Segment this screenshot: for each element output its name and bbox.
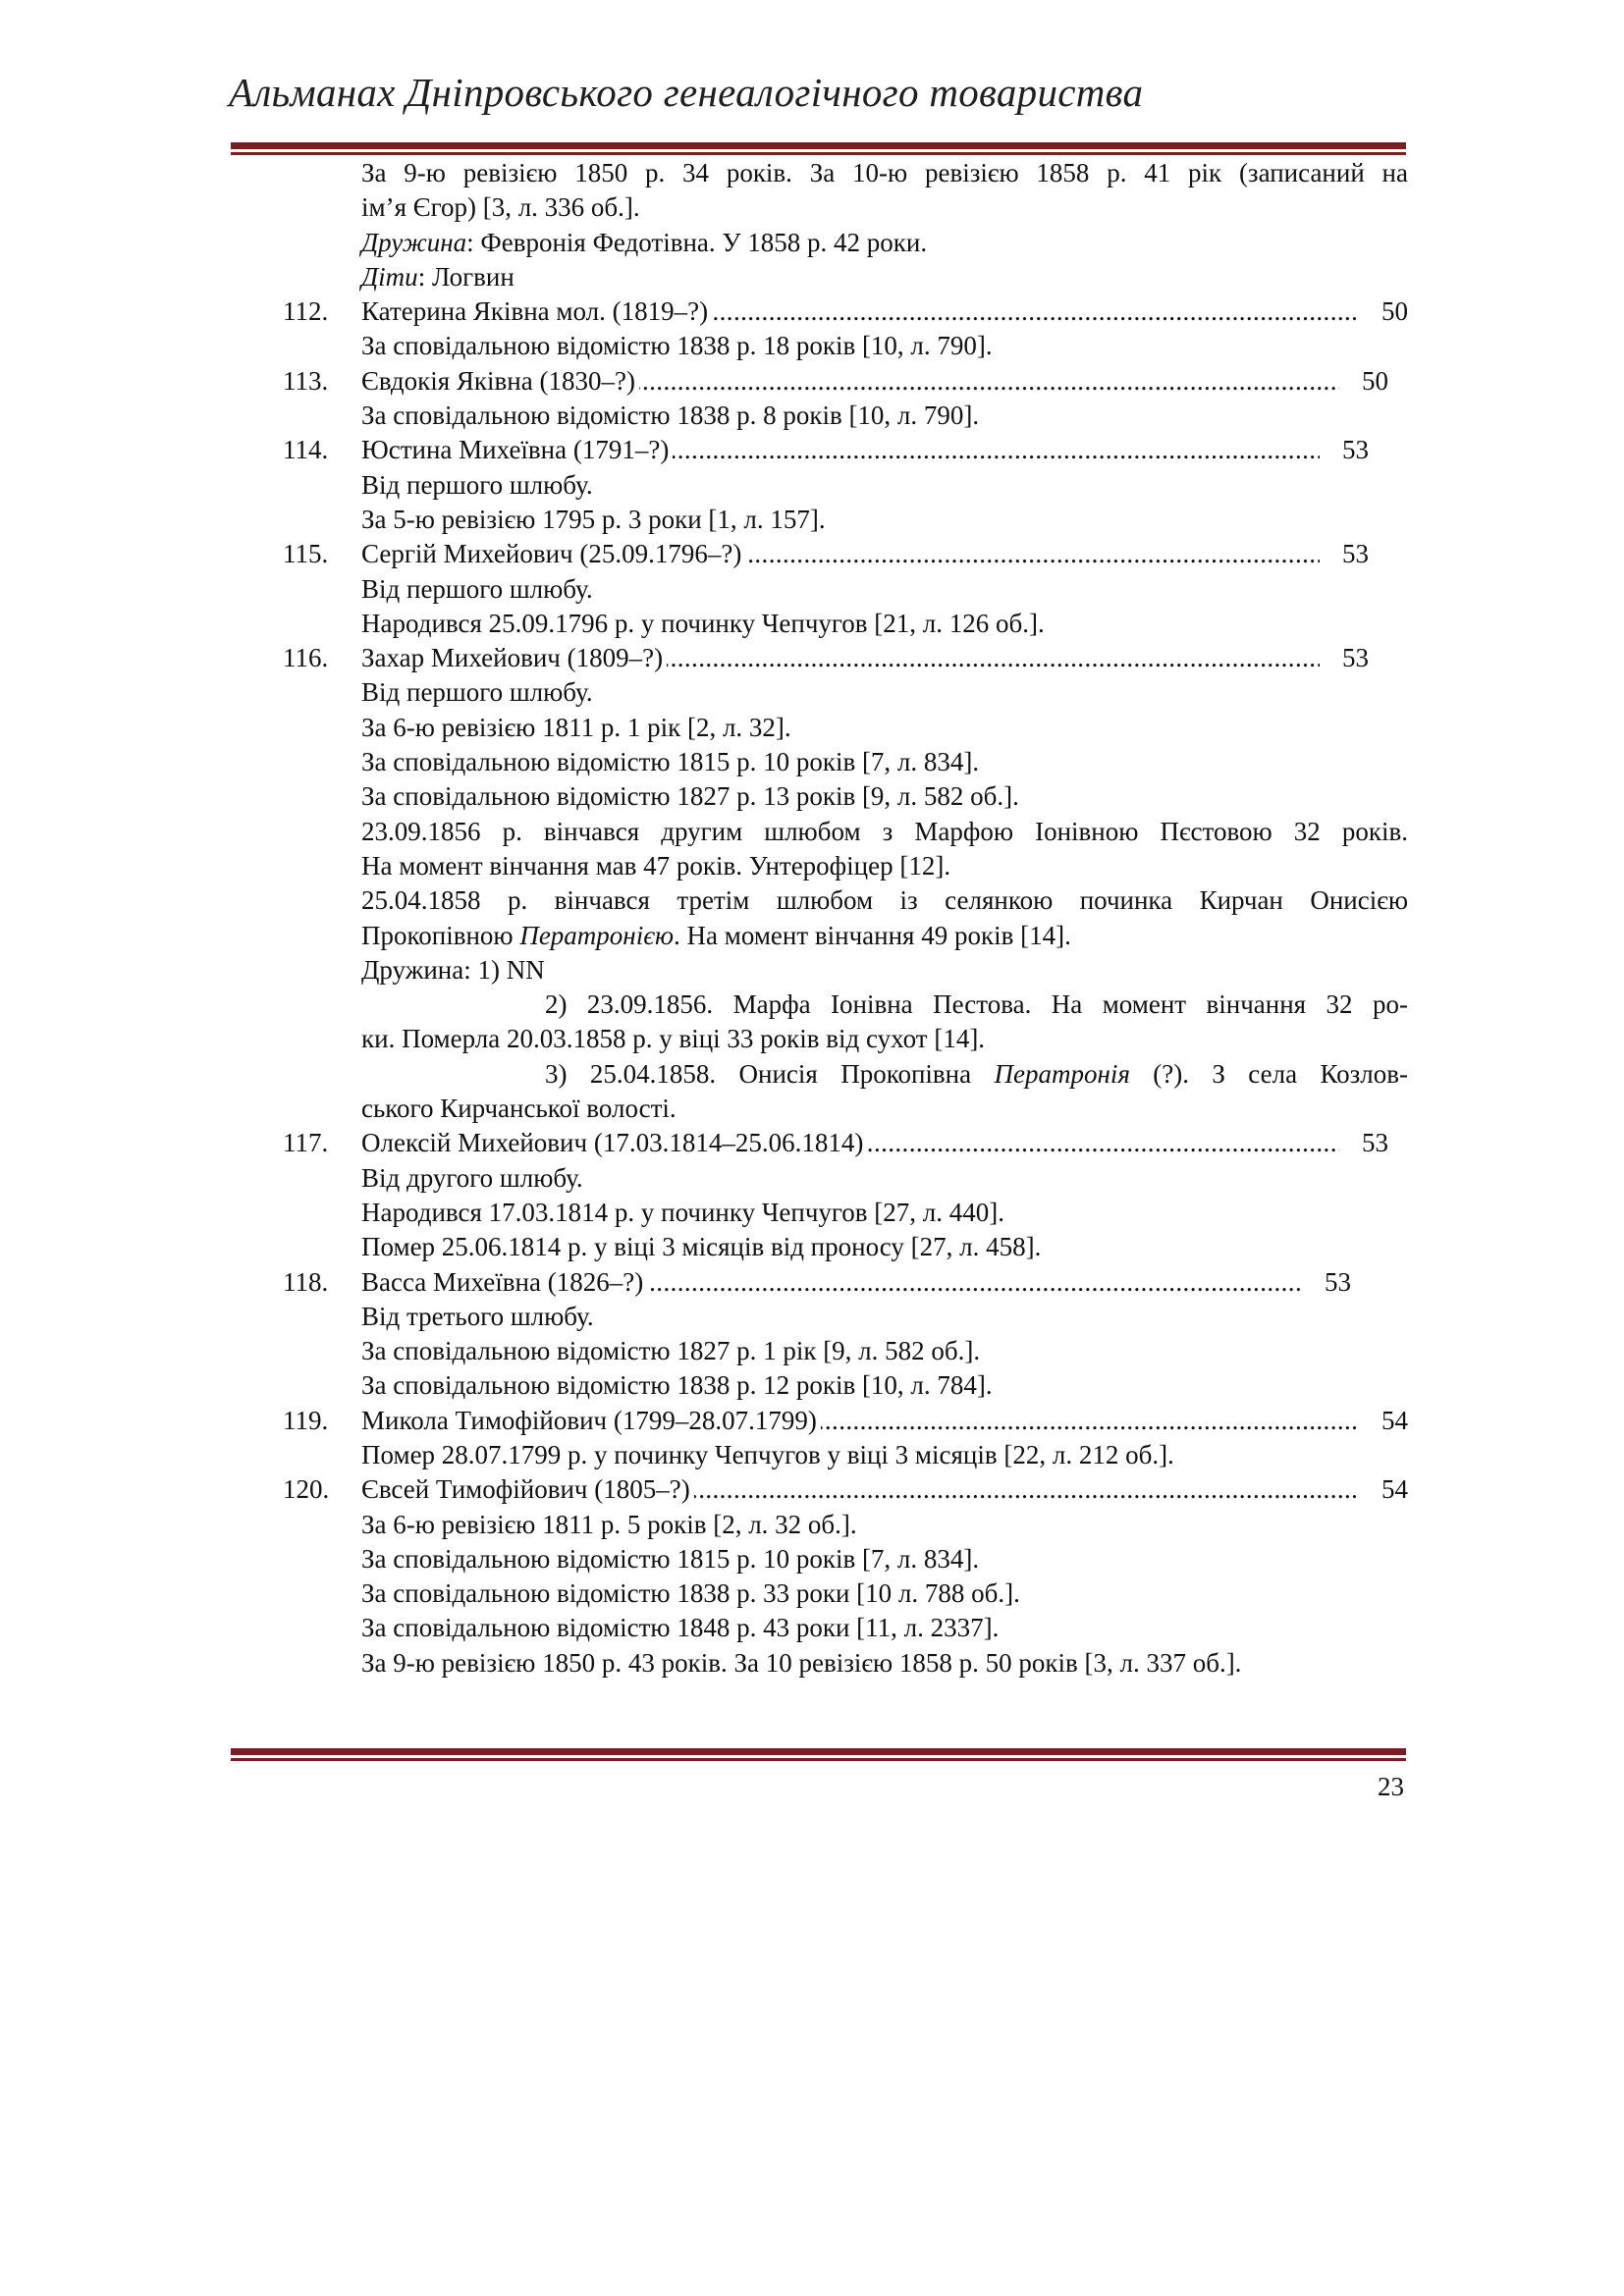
entry-text-line: Помер 25.06.1814 р. у віці 3 місяців від проносу [27, л. 458].: [361, 1232, 1042, 1262]
entry-number: 120.: [283, 1474, 330, 1505]
entry-number: 116.: [283, 643, 329, 673]
page-number: 23: [1378, 1772, 1404, 1801]
entry-text-line: За 6-ю ревізією 1811 р. 1 рік [2, л. 32].: [361, 712, 791, 742]
running-head-title: Альманах Дніпровського генеалогічного товариства: [229, 70, 1144, 115]
entry-number: 117.: [283, 1128, 329, 1158]
entry-text-line: Помер 28.07.1799 р. у починку Чепчугов у віці 3 місяців [22, л. 212 об.].: [361, 1439, 1174, 1469]
surname-italic: Пepатронією: [519, 920, 675, 950]
entry-name: Катерина Яківна мол. (1819–?): [361, 296, 712, 326]
entry-heading: [228, 641, 1408, 675]
entry-heading: [228, 433, 1408, 467]
entry-text-line: Від першого шлюбу.: [361, 469, 593, 500]
entry-text-line: Народився 25.09.1796 р. у починку Чепчугов [21, л. 126 об.].: [361, 608, 1045, 638]
entry-text-line: За сповідальною відомістю 1838 р. 18 років [10, л. 790].: [361, 331, 993, 361]
entry-page-ref: 50: [1378, 294, 1408, 329]
footer-rule: [231, 1748, 1406, 1761]
surname-italic: Пepатронія: [994, 1058, 1130, 1089]
entry-number: 113.: [283, 365, 329, 396]
wife-line: [361, 226, 1408, 260]
wife-line: ки. Померла 20.03.1858 р. у віці 33 років від сухот [14].: [361, 1024, 986, 1054]
text-run: 3) 25.04.1858. Онисія Прокопівна: [545, 1058, 995, 1089]
entry-heading: [228, 1265, 1408, 1300]
entry-page-ref: 53: [1338, 537, 1369, 571]
entry-text-line: [361, 919, 1408, 953]
entry-text-line: Від першого шлюбу.: [361, 677, 593, 708]
entry-page-ref: 53: [1321, 1265, 1351, 1300]
entry-page-ref: 50: [1358, 364, 1388, 399]
entry-number: 119.: [283, 1405, 329, 1435]
wife-line: ського Кирчанської волості.: [361, 1094, 677, 1124]
header-rule: [231, 142, 1406, 155]
entry-text-line: За сповідальною відомістю 1848 р. 43 роки [11, л. 2337].: [361, 1613, 1000, 1643]
entry-name: Юстина Михеївна (1791–?): [361, 435, 673, 464]
entry-heading: [228, 1404, 1408, 1438]
entry-text-line: За 9-ю ревізією 1850 р. 43 років. За 10 ревізією 1858 р. 50 років [3, л. 337 об.].: [361, 1647, 1242, 1678]
children-line: [361, 260, 1408, 294]
children-label: Діти: [361, 261, 418, 292]
entry-text-line: За сповідальною відомістю 1838 р. 12 років [10, л. 784].: [361, 1370, 993, 1401]
entry-text-line: За сповідальною відомістю 1827 р. 13 років [9, л. 582 об.].: [361, 781, 1019, 812]
entry-name: Олексій Михейович (17.03.1814–25.06.1814): [361, 1128, 867, 1157]
entry-name: Васса Михеївна (1826–?): [361, 1267, 647, 1297]
wife-line: [545, 1057, 1408, 1092]
text-run: . На момент вінчання 49 років [14].: [674, 920, 1071, 950]
entry-number: 114.: [283, 435, 329, 465]
entry-text-line: 25.04.1858 р. вінчався третім шлюбом із селянкою починка Кирчан Онисією: [361, 885, 1408, 916]
entry-number: 115.: [283, 539, 329, 569]
wife-text: : Февронія Федотівна. У 1858 р. 42 роки.: [466, 227, 928, 257]
entry-name: Захар Михейович (1809–?): [361, 643, 667, 672]
entry-heading: [228, 1472, 1408, 1507]
entry-text-line: За сповідальною відомістю 1815 р. 10 років [7, л. 834].: [361, 747, 980, 777]
entry-heading: [228, 364, 1408, 399]
text-run: Прокопівною: [361, 920, 520, 950]
wife-line: 2) 23.09.1856. Марфа Іонівна Пестова. На момент вінчання 32 ро-: [545, 989, 1408, 1020]
entry-name: Євдокія Яківна (1830–?): [361, 366, 639, 396]
entry-text-line: За 5-ю ревізією 1795 р. 3 роки [1, л. 157].: [361, 504, 826, 534]
entry-name: Сергій Михейович (25.09.1796–?): [361, 539, 745, 568]
entry-text-line: За сповідальною відомістю 1838 р. 33 роки [10 л. 788 об.].: [361, 1578, 1020, 1609]
entry-text-line: 23.09.1856 р. вінчався другим шлюбом з Марфою Іонівною Пєстовою 32 років.: [361, 816, 1408, 846]
entry-text-line: Від другого шлюбу.: [361, 1162, 583, 1193]
entry-number: 112.: [283, 296, 329, 327]
entry-page-ref: 53: [1338, 641, 1369, 675]
entry-text-line: За 6-ю ревізією 1811 р. 5 років [2, л. 32 об.].: [361, 1509, 857, 1539]
wife-line: Дружина: 1) NN: [361, 954, 545, 985]
wife-label: Дружина: [361, 227, 467, 257]
text-run: (?). З села Козлов-: [1129, 1058, 1408, 1089]
entry-name: Євсей Тимофійович (1805–?): [361, 1474, 694, 1504]
entry-text-line: За 9-ю ревізією 1850 р. 34 років. За 10-ю ревізією 1858 р. 41 рік (записаний на: [361, 158, 1408, 187]
entry-page-ref: 53: [1358, 1126, 1388, 1160]
entry-page-ref: 54: [1378, 1472, 1408, 1507]
entry-text-line: ім’я Єгор) [3, л. 336 об.].: [361, 192, 640, 223]
entry-text-line: За сповідальною відомістю 1827 р. 1 рік [9, л. 582 об.].: [361, 1336, 981, 1366]
children-text: : Логвин: [417, 261, 514, 292]
entry-heading: [228, 1126, 1408, 1160]
entry-number: 118.: [283, 1266, 329, 1297]
entry-name: Микола Тимофійович (1799–28.07.1799): [361, 1406, 821, 1435]
entry-heading: [228, 537, 1408, 571]
entry-page-ref: 54: [1378, 1404, 1408, 1438]
entry-text-line: За сповідальною відомістю 1838 р. 8 років [10, л. 790].: [361, 400, 980, 431]
entry-text-line: За сповідальною відомістю 1815 р. 10 років [7, л. 834].: [361, 1543, 980, 1574]
entry-text-line: Від третього шлюбу.: [361, 1301, 594, 1331]
page-body: [228, 156, 1408, 1681]
entry-text-line: Від першого шлюбу.: [361, 573, 593, 604]
entry-heading: [228, 294, 1408, 329]
entry-page-ref: 53: [1338, 433, 1369, 467]
entry-text-line: Народився 17.03.1814 р. у починку Чепчугов [27, л. 440].: [361, 1197, 1005, 1227]
entry-text-line: На момент вінчання мав 47 років. Унтерофіцер [12].: [361, 850, 951, 881]
